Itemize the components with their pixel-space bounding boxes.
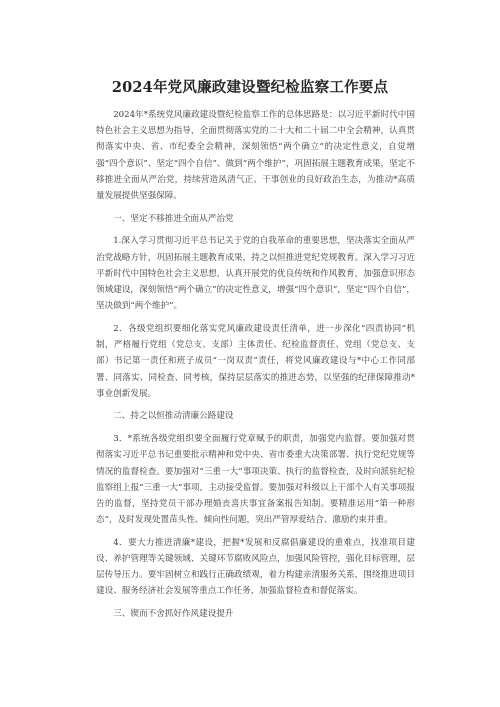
- section-heading-3: 三、锲而不舍抓好作风建设提升: [113, 609, 234, 620]
- section-heading-1: 一、坚定不移推进全面从严治党: [113, 213, 234, 224]
- paragraph-item-1: 1.深入学习贯彻习近平总书记关于党的自我革命的重要思想，坚决落实全面从严治党战略方针，巩固拓展主题教育成果，持之以恒推进党纪党规教育。深入学习习近平新时代中国特色社会主义思想，认真开展党的优良传统和作风教育，加强意识形态领域建设，深刻领悟“两个确立”的决定性意义，增强“四个意识”，坚定“四个自信”，坚决做到“两个维护”。: [96, 236, 415, 312]
- section-heading-2: 二、持之以恒推动清廉公路建设: [113, 411, 234, 422]
- paragraph-item-4: 4．要大力推进清廉*建设，把握*发展和反腐倡廉建设的重难点，找准项目建设、养护管理等关键领域、关键环节腐败风险点，加强风险管控，强化目标管理，层层传导压力。要牢固树立和践行正确政绩观，着力构建亲清服务关系，围绕推进项目建设、服务经济社会发展等重点工作任务，加强监督检查和督促落实。: [96, 537, 415, 597]
- intro-paragraph: 2024年*系统党风廉政建设暨纪检监察工作的总体思路是：以习近平新时代中国特色社会主义思想为指导，全面贯彻落实党的二十大和二十届二中全会精神，认真贯彻落实中央、省、市纪委全会精神，深刻领悟“两个确立”的决定性意义，自觉增强“四个意识”、坚定“四个自信”、做到“两个维护”，巩固拓展主题教育成果，坚定不移推进全面从严治党，持续营造风清气正、干事创业的良好政治生态，为推动*高质量发展提供坚强保障。: [96, 110, 415, 202]
- paragraph-item-2: 2．各级党组织要细化落实党风廉政建设责任清单，进一步深化“四责协同”机制，严格履行党组（党总支、支部）主体责任、纪检监督责任、党组（党总支、支部）书记第一责任和班子成员“一岗双责”责任，将党风廉政建设与*中心工作同部署、同落实、同检查、同考核，保持层层落实的推进态势，以坚强的纪律保障推动*事业创新发展。: [96, 323, 415, 399]
- document-title: 2024年党风廉政建设暨纪检监察工作要点: [111, 79, 389, 96]
- paragraph-item-3: 3．*系统各级党组织要全面履行党章赋予的职责，加强党内监督。要加强对贯彻落实习近平总书记重要批示精神和党中央、省市委重大决策部署、执行党纪党规等情况的监督检查。要加强对“三重一大”事项决策、执行的监督检查，及时向派驻纪检监察组上报“三重一大”事项，主动接受监督。要加强对科级以上干部个人有关事项报告的监督，坚持党员干部办理婚丧喜庆事宜备案报告知制。要精准运用“第一种形态”，及时发现处置苗头性、倾向性问题，突出严管厚爱结合、激励约束并重。: [96, 434, 415, 526]
- document-body: [96, 107, 415, 629]
